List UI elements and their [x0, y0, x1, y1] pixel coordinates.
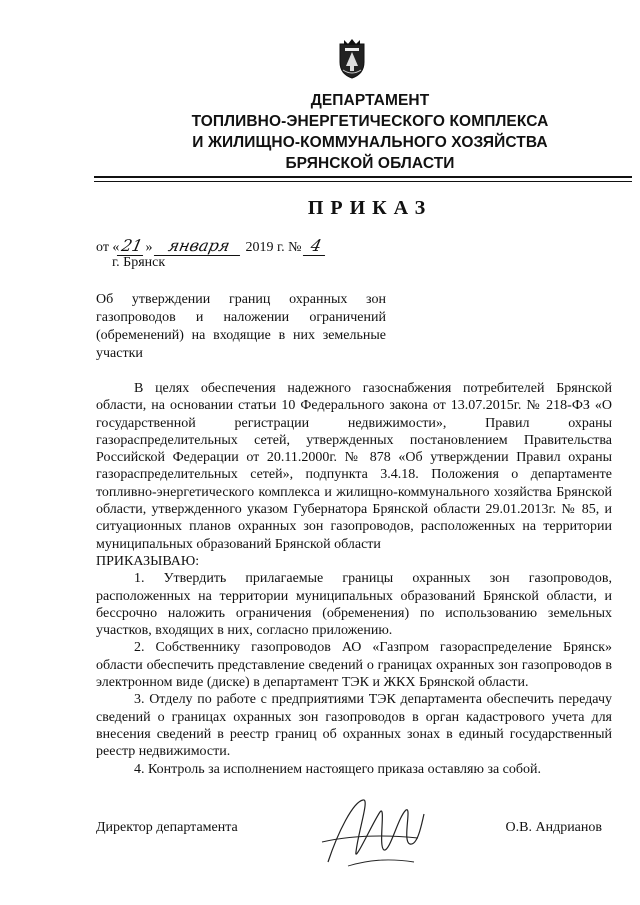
header-divider-thin	[94, 181, 632, 182]
number-sign: №	[288, 240, 302, 255]
order-month: января	[154, 236, 244, 256]
signer-name: О.В. Андрианов	[505, 820, 602, 835]
department-line: ДЕПАРТАМЕНТ	[310, 92, 430, 109]
signature-block	[96, 818, 612, 878]
order-item: 3. Отделу по работе с предприятиями ТЭК департамента обеспечить передачу сведений о границах охранных зон газопроводов в орган кадастрового учета для внесения сведений в реестр границ об охранных зонах в единый государственный реестр недвижимости.	[96, 692, 612, 760]
document-title: ПРИКАЗ	[307, 197, 433, 219]
order-body	[96, 380, 612, 778]
date-prefix: от «	[96, 240, 120, 255]
order-item: 4. Контроль за исполнением настоящего приказа оставляю за собой.	[134, 761, 542, 777]
order-city: г. Брянск	[112, 255, 166, 270]
order-item: 1. Утвердить прилагаемые границы охранных зон газопроводов, расположенных на территории муниципальных образований Брянской области, и бессрочно наложить ограничения (обременения) по использованию земельных участков, входящих в них, согласно приложению.	[96, 571, 612, 639]
coat-of-arms-icon	[334, 36, 370, 80]
date-quote-close: »	[145, 240, 153, 255]
department-line: БРЯНСКОЙ ОБЛАСТИ	[285, 155, 455, 172]
order-number: 4	[303, 236, 329, 256]
order-word: ПРИКАЗЫВАЮ:	[96, 553, 200, 569]
department-line: И ЖИЛИЩНО-КОММУНАЛЬНОГО ХОЗЯЙСТВА	[192, 134, 548, 151]
signer-role: Директор департамента	[96, 820, 238, 835]
order-year: 2019 г.	[245, 240, 285, 255]
order-date-line	[96, 236, 327, 256]
department-name	[150, 90, 590, 174]
handwritten-signature-icon	[318, 792, 428, 870]
order-day: 21	[117, 236, 147, 256]
order-item: 2. Собственнику газопроводов АО «Газпром газораспределение Брянск» области обеспечить представление сведений о границах охранных зон газопроводов в электронном виде (диске) в департамент ТЭК и ЖКХ Брянской области.	[96, 640, 612, 691]
order-subject: Об утверждении границ охранных зон газопроводов и наложении ограничений (обременений) на входящие в них земельные участки	[96, 292, 386, 361]
header-divider-thick	[94, 176, 632, 178]
department-line: ТОПЛИВНО-ЭНЕРГЕТИЧЕСКОГО КОМПЛЕКСА	[191, 113, 549, 130]
preamble-paragraph: В целях обеспечения надежного газоснабжения потребителей Брянской области, на основании статьи 10 Федерального закона от 13.07.2015г. № 218-ФЗ «О государственной регистрации недвижимости», Правил охраны газораспределительных сетей, утвержденных постановлением Правительства Российской Федерации от 20.11.2000г. № 878 «Об утверждении Правил охраны газораспределительных сетей», подпункта 3.4.18. Положения о департаменте топливно-энергетического комплекса и жилищно-коммунального хозяйства Брянской области, утвержденного указом Губернатора Брянской области 29.01.2013г. № 85, и ситуационных планов охранных зон газопроводов, расположенных на территории муниципальных образований Брянской области	[96, 381, 612, 552]
